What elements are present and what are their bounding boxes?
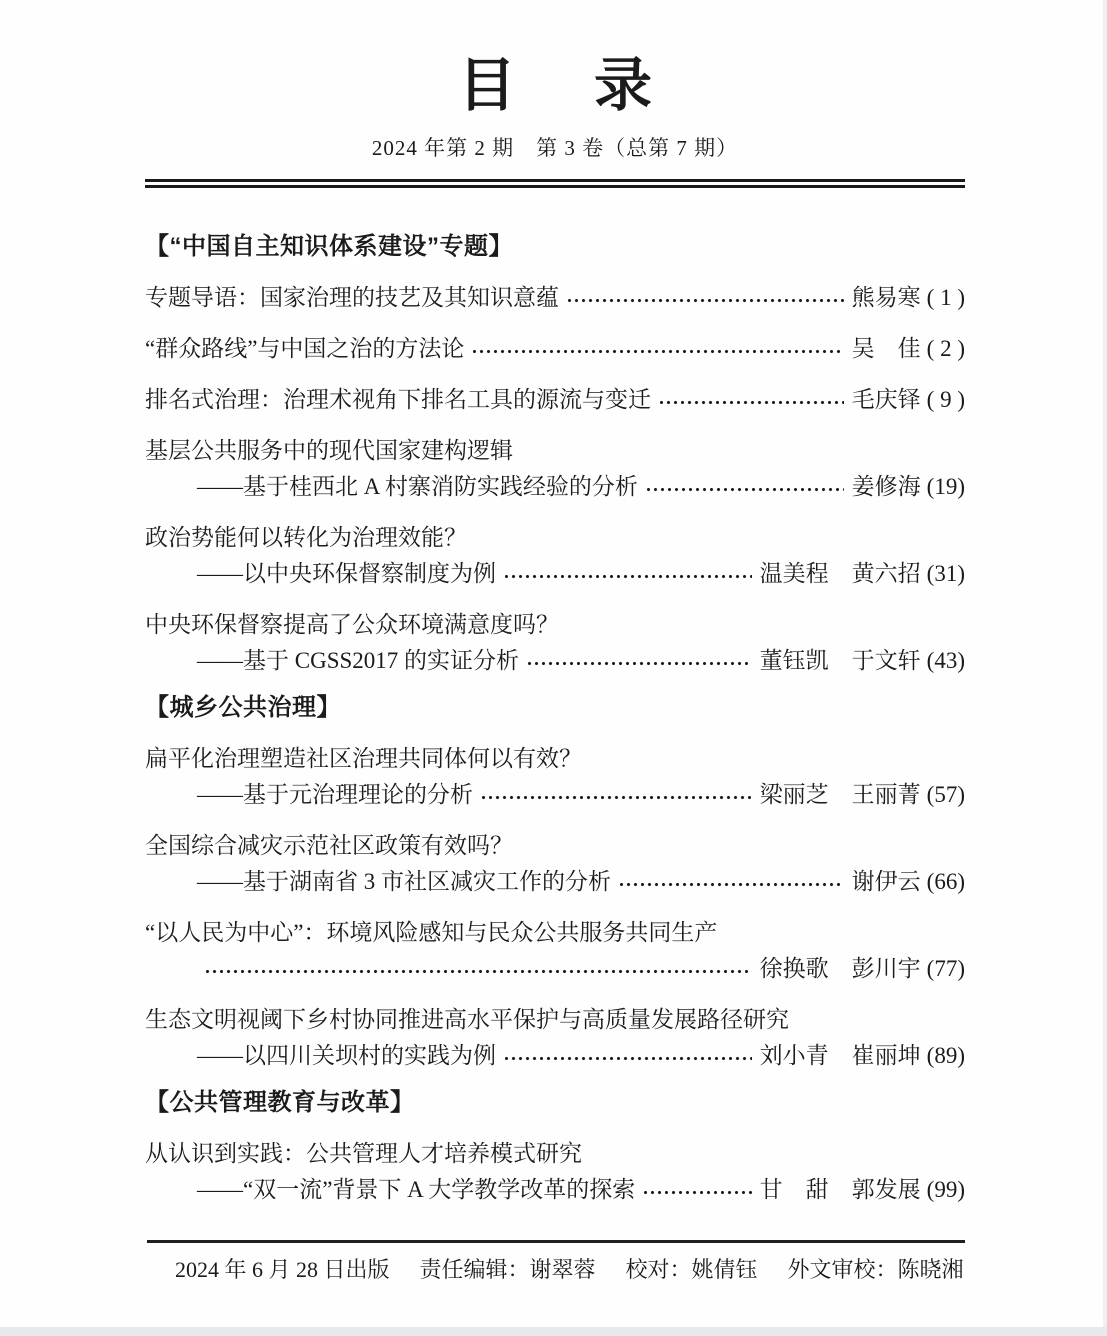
toc-entry-line xyxy=(145,744,965,773)
issue-line: 2024 年第 2 期 第 3 卷（总第 7 期） xyxy=(371,135,739,160)
entry-title: ——基于桂西北 A 村寨消防实践经验的分析 xyxy=(197,473,638,499)
page-title: 目 录 xyxy=(457,53,662,118)
footer-item: 外文审校：陈晓湘 xyxy=(787,1257,964,1282)
dot-leader xyxy=(480,793,752,802)
toc-entry-line xyxy=(145,954,965,983)
entry-authors: 梁丽芝 王丽菁 xyxy=(759,781,921,807)
entry-title: ——基于 CGSS2017 的实证分析 xyxy=(197,647,520,673)
entry-authors: 徐换歌 彭川宇 xyxy=(759,955,921,981)
toc-entry-line xyxy=(145,1139,965,1168)
entry-authors: 姜修海 xyxy=(851,473,921,499)
dot-leader xyxy=(471,347,843,356)
toc-entry-line xyxy=(145,283,965,312)
entry-title: 排名式治理：治理术视角下排名工具的源流与变迁 xyxy=(145,386,651,412)
double-rule xyxy=(145,179,965,188)
entry-title: 专题导语：国家治理的技艺及其知识意蕴 xyxy=(145,284,559,310)
entry-title: 扁平化治理塑造社区治理共同体何以有效？ xyxy=(145,745,582,771)
section-header: 【公共管理教育与改革】 xyxy=(145,1088,415,1116)
entry-title: 基层公共服务中的现代国家建构逻辑 xyxy=(145,437,513,463)
toc-entry-line xyxy=(145,1041,965,1070)
footer-rule xyxy=(147,1240,965,1243)
toc-section xyxy=(145,693,965,1070)
entry-title: 生态文明视阈下乡村协同推进高水平保护与高质量发展路径研究 xyxy=(145,1006,789,1032)
masthead xyxy=(145,0,965,188)
entry-title: “以人民为中心”：环境风险感知与民众公共服务共同生产 xyxy=(145,919,718,945)
entry-authors: 董钰凯 于文轩 xyxy=(759,647,921,673)
entry-page: ( 1 ) xyxy=(926,284,965,310)
entry-page: (19) xyxy=(926,473,965,499)
footer-item: 责任编辑：谢翠蓉 xyxy=(419,1257,596,1282)
entry-page: ( 2 ) xyxy=(926,335,965,361)
entry-page: ( 9 ) xyxy=(926,386,965,412)
toc-entry-line xyxy=(145,831,965,860)
dot-leader xyxy=(658,398,844,407)
entry-title: ——基于元治理理论的分析 xyxy=(197,781,473,807)
dot-leader xyxy=(204,967,752,976)
dot-leader xyxy=(645,485,844,494)
entry-authors: 刘小青 崔丽坤 xyxy=(759,1042,921,1068)
entry-authors: 温美程 黄六招 xyxy=(759,560,921,586)
toc-entry-line xyxy=(145,559,965,588)
toc xyxy=(145,232,965,1204)
toc-entry-line xyxy=(145,646,965,675)
toc-entry-line xyxy=(145,610,965,639)
dot-leader xyxy=(503,572,752,581)
entry-authors: 谢伊云 xyxy=(851,868,921,894)
entry-page: (31) xyxy=(926,560,965,586)
entry-title: ——以中央环保督察制度为例 xyxy=(197,560,496,586)
entry-authors: 甘 甜 郭发展 xyxy=(759,1176,921,1202)
toc-section xyxy=(145,232,965,675)
entry-authors: 毛庆铎 xyxy=(851,386,921,412)
entry-authors: 吴 佳 xyxy=(851,335,921,361)
entry-page: (43) xyxy=(926,647,965,673)
toc-entry-line xyxy=(145,436,965,465)
entry-title: ——“双一流”背景下 A 大学教学改革的探索 xyxy=(197,1176,636,1202)
toc-entry-line xyxy=(145,780,965,809)
dot-leader xyxy=(503,1054,752,1063)
entry-title: 中央环保督察提高了公众环境满意度吗？ xyxy=(145,611,559,637)
entry-title: 从认识到实践：公共管理人才培养模式研究 xyxy=(145,1140,582,1166)
page-right-edge xyxy=(1103,0,1107,1336)
dot-leader xyxy=(642,1188,751,1197)
entry-page: (57) xyxy=(926,781,965,807)
entry-page: (99) xyxy=(926,1176,965,1202)
toc-entry-line xyxy=(145,867,965,896)
section-header: 【“中国自主知识体系建设”专题】 xyxy=(145,232,513,260)
footer-item: 校对：姚倩钰 xyxy=(625,1257,758,1282)
entry-title: “群众路线”与中国之治的方法论 xyxy=(145,335,465,361)
toc-entry-line xyxy=(145,1005,965,1034)
entry-page: (77) xyxy=(926,955,965,981)
toc-section xyxy=(145,1088,965,1204)
toc-entry-line xyxy=(145,523,965,552)
toc-entry-line xyxy=(145,1175,965,1204)
page-content xyxy=(145,0,965,1204)
entry-title: ——以四川关坝村的实践为例 xyxy=(197,1042,496,1068)
dot-leader xyxy=(618,880,844,889)
footer xyxy=(175,1253,965,1284)
toc-entry-line xyxy=(145,334,965,363)
toc-entry-line xyxy=(145,918,965,947)
section-header: 【城乡公共治理】 xyxy=(145,693,341,721)
toc-entry-line xyxy=(145,385,965,414)
entry-page: (66) xyxy=(926,868,965,894)
entry-title: 政治势能何以转化为治理效能？ xyxy=(145,524,467,550)
dot-leader xyxy=(526,659,752,668)
bottom-edge xyxy=(0,1327,1107,1336)
entry-title: ——基于湖南省 3 市社区减灾工作的分析 xyxy=(197,868,611,894)
footer-item: 2024 年 6 月 28 日出版 xyxy=(175,1257,390,1282)
dot-leader xyxy=(566,296,844,305)
toc-entry-line xyxy=(145,472,965,501)
entry-page: (89) xyxy=(926,1042,965,1068)
entry-authors: 熊易寒 xyxy=(851,284,921,310)
entry-title: 全国综合减灾示范社区政策有效吗？ xyxy=(145,832,513,858)
